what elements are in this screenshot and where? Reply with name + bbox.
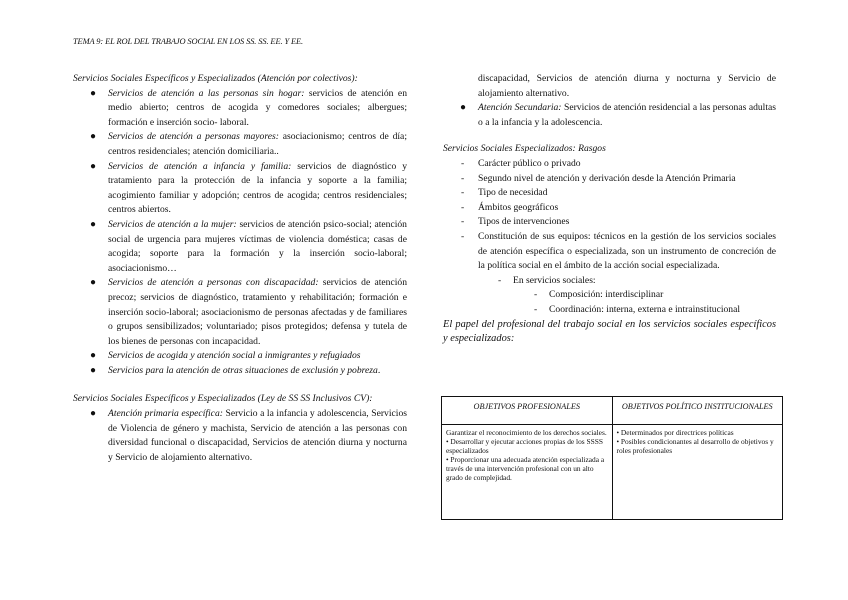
objectives-table [441, 396, 783, 520]
table-header: OBJETIVOS POLÍTICO INSTITUCIONALES [612, 397, 783, 425]
list-item: - Tipo de necesidad [461, 187, 548, 199]
list-item: - Tipos de intervenciones [461, 216, 570, 228]
list-item: ● Servicios de atención a personas con discapacidad: servicios de atención precoz; servicios de diagnóstico, tratamiento y rehabilitación; formación e inserción socio-laboral; asociacionismo de personas afectadas y de familiares o grupos sensibilizados; voluntariado; pisos protegidos; defensa y tutela de los bienes de personas con incapacidad. [90, 277, 407, 347]
left-column [73, 72, 407, 463]
bullet-icon: ● [90, 350, 97, 362]
bullet-icon: ● [90, 364, 97, 376]
section-heading-colectivos: Servicios Sociales Específicos y Especializados (Atención por colectivos): [73, 73, 358, 84]
bullet-icon: ● [460, 102, 467, 114]
list-item: ● Servicios para la atención de otras situaciones de exclusión y pobreza. [73, 364, 407, 379]
list-item: - Ámbitos geográficos [461, 201, 559, 213]
table-cell-professional: Garantizar el reconocimiento de los derechos sociales. • Desarrollar y ejecutar acciones propias de los SSSS especializados • Proporcionar una adecuada atención especializada a través de una intervención profesional con un alto grado de complejidad. [442, 425, 613, 520]
continued-text: discapacidad, Servicios de atención diurna y nocturna y Servicio de alojamiento alternativo. [478, 73, 776, 99]
features-heading: Servicios Sociales Especializados: Rasgos [443, 143, 606, 155]
role-paragraph: El papel del profesional del trabajo social en los servicios sociales específicos y especializados: [443, 318, 776, 344]
features-list [443, 157, 776, 274]
bullet-icon: ● [90, 408, 97, 420]
list-item: ● Servicios de acogida y atención social a inmigrantes y refugiados [73, 349, 407, 364]
list-item: ● Atención Secundaria: Servicios de atención residencial a las personas adultas o a la infancia y la adolescencia. [460, 102, 777, 128]
table-cell-institutional: • Determinados por directrices políticas • Posibles condicionantes al desarrollo de objetivos y roles profesionales [612, 425, 783, 520]
bullet-icon: ● [90, 160, 97, 172]
list-item: ● Atención primaria específica: Servicio a la infancia y adolescencia, Servicios de Violencia de género y machista, Servicio de atención a las personas con diversidad funcional o discapacidad, Servicios de atención diurna y nocturna y Servicio de alojamiento alternativo. [90, 408, 407, 463]
bullet-icon: ● [90, 218, 97, 230]
secundaria-list [443, 101, 776, 130]
list-item: ● Servicios de atención a la mujer: servicios de atención psico-social; atención social de urgencia para mujeres víctimas de violencia doméstica; casas de acogida; soporte para la formación y la inserción socio-laboral; asociacionismo… [90, 218, 407, 274]
bullet-icon: ● [90, 277, 97, 289]
section-heading-ley: Servicios Sociales Específicos y Especializados (Ley de SS SS Inclusivos CV): [73, 393, 373, 405]
right-column [443, 72, 776, 346]
table-header-row [442, 397, 783, 425]
list-item: - Segundo nivel de atención y derivación desde la Atención Primaria [461, 172, 736, 184]
table-header: OBJETIVOS PROFESIONALES [442, 397, 613, 425]
list-item: - Coordinación: interna, externa e intrainstitucional [534, 303, 741, 315]
list-item: - Carácter público o privado [461, 157, 581, 169]
ley-list [73, 407, 407, 463]
bullet-icon: ● [90, 87, 97, 99]
bullet-icon: ● [90, 131, 97, 143]
colectivos-list [73, 87, 407, 379]
list-item: - Constitución de sus equipos: técnicos en la gestión de los servicios sociales de atención específica o especializada, son un instrumento de concreción de la política social en el ámbito de la acción social especializada. [461, 230, 776, 272]
list-item: - En servicios sociales: [498, 274, 596, 286]
list-item: ● Servicios de atención a las personas sin hogar: servicios de atención en medio abierto; centros de acogida y comedores sociales; albergues; formación e inserción socio- laboral. [90, 87, 407, 128]
list-item: ● Servicios de atención a infancia y familia: servicios de diagnóstico y tratamiento para la protección de la infancia y soporte a la familia; acogimiento familiar y adopción; centros de acogida; centros residenciales; centros abiertos. [90, 160, 407, 216]
list-item: ● Servicios de atención a personas mayores: asociacionismo; centros de día; centros residenciales; atención domiciliaria.. [90, 131, 407, 157]
sub-sub-features-list [443, 288, 776, 317]
list-item: - Composición: interdisciplinar [534, 289, 664, 301]
table-row [442, 425, 783, 520]
sub-features-list [443, 274, 776, 289]
page-title: TEMA 9: EL ROL DEL TRABAJO SOCIAL EN LOS SS. SS. EE. Y EE. [73, 37, 304, 46]
